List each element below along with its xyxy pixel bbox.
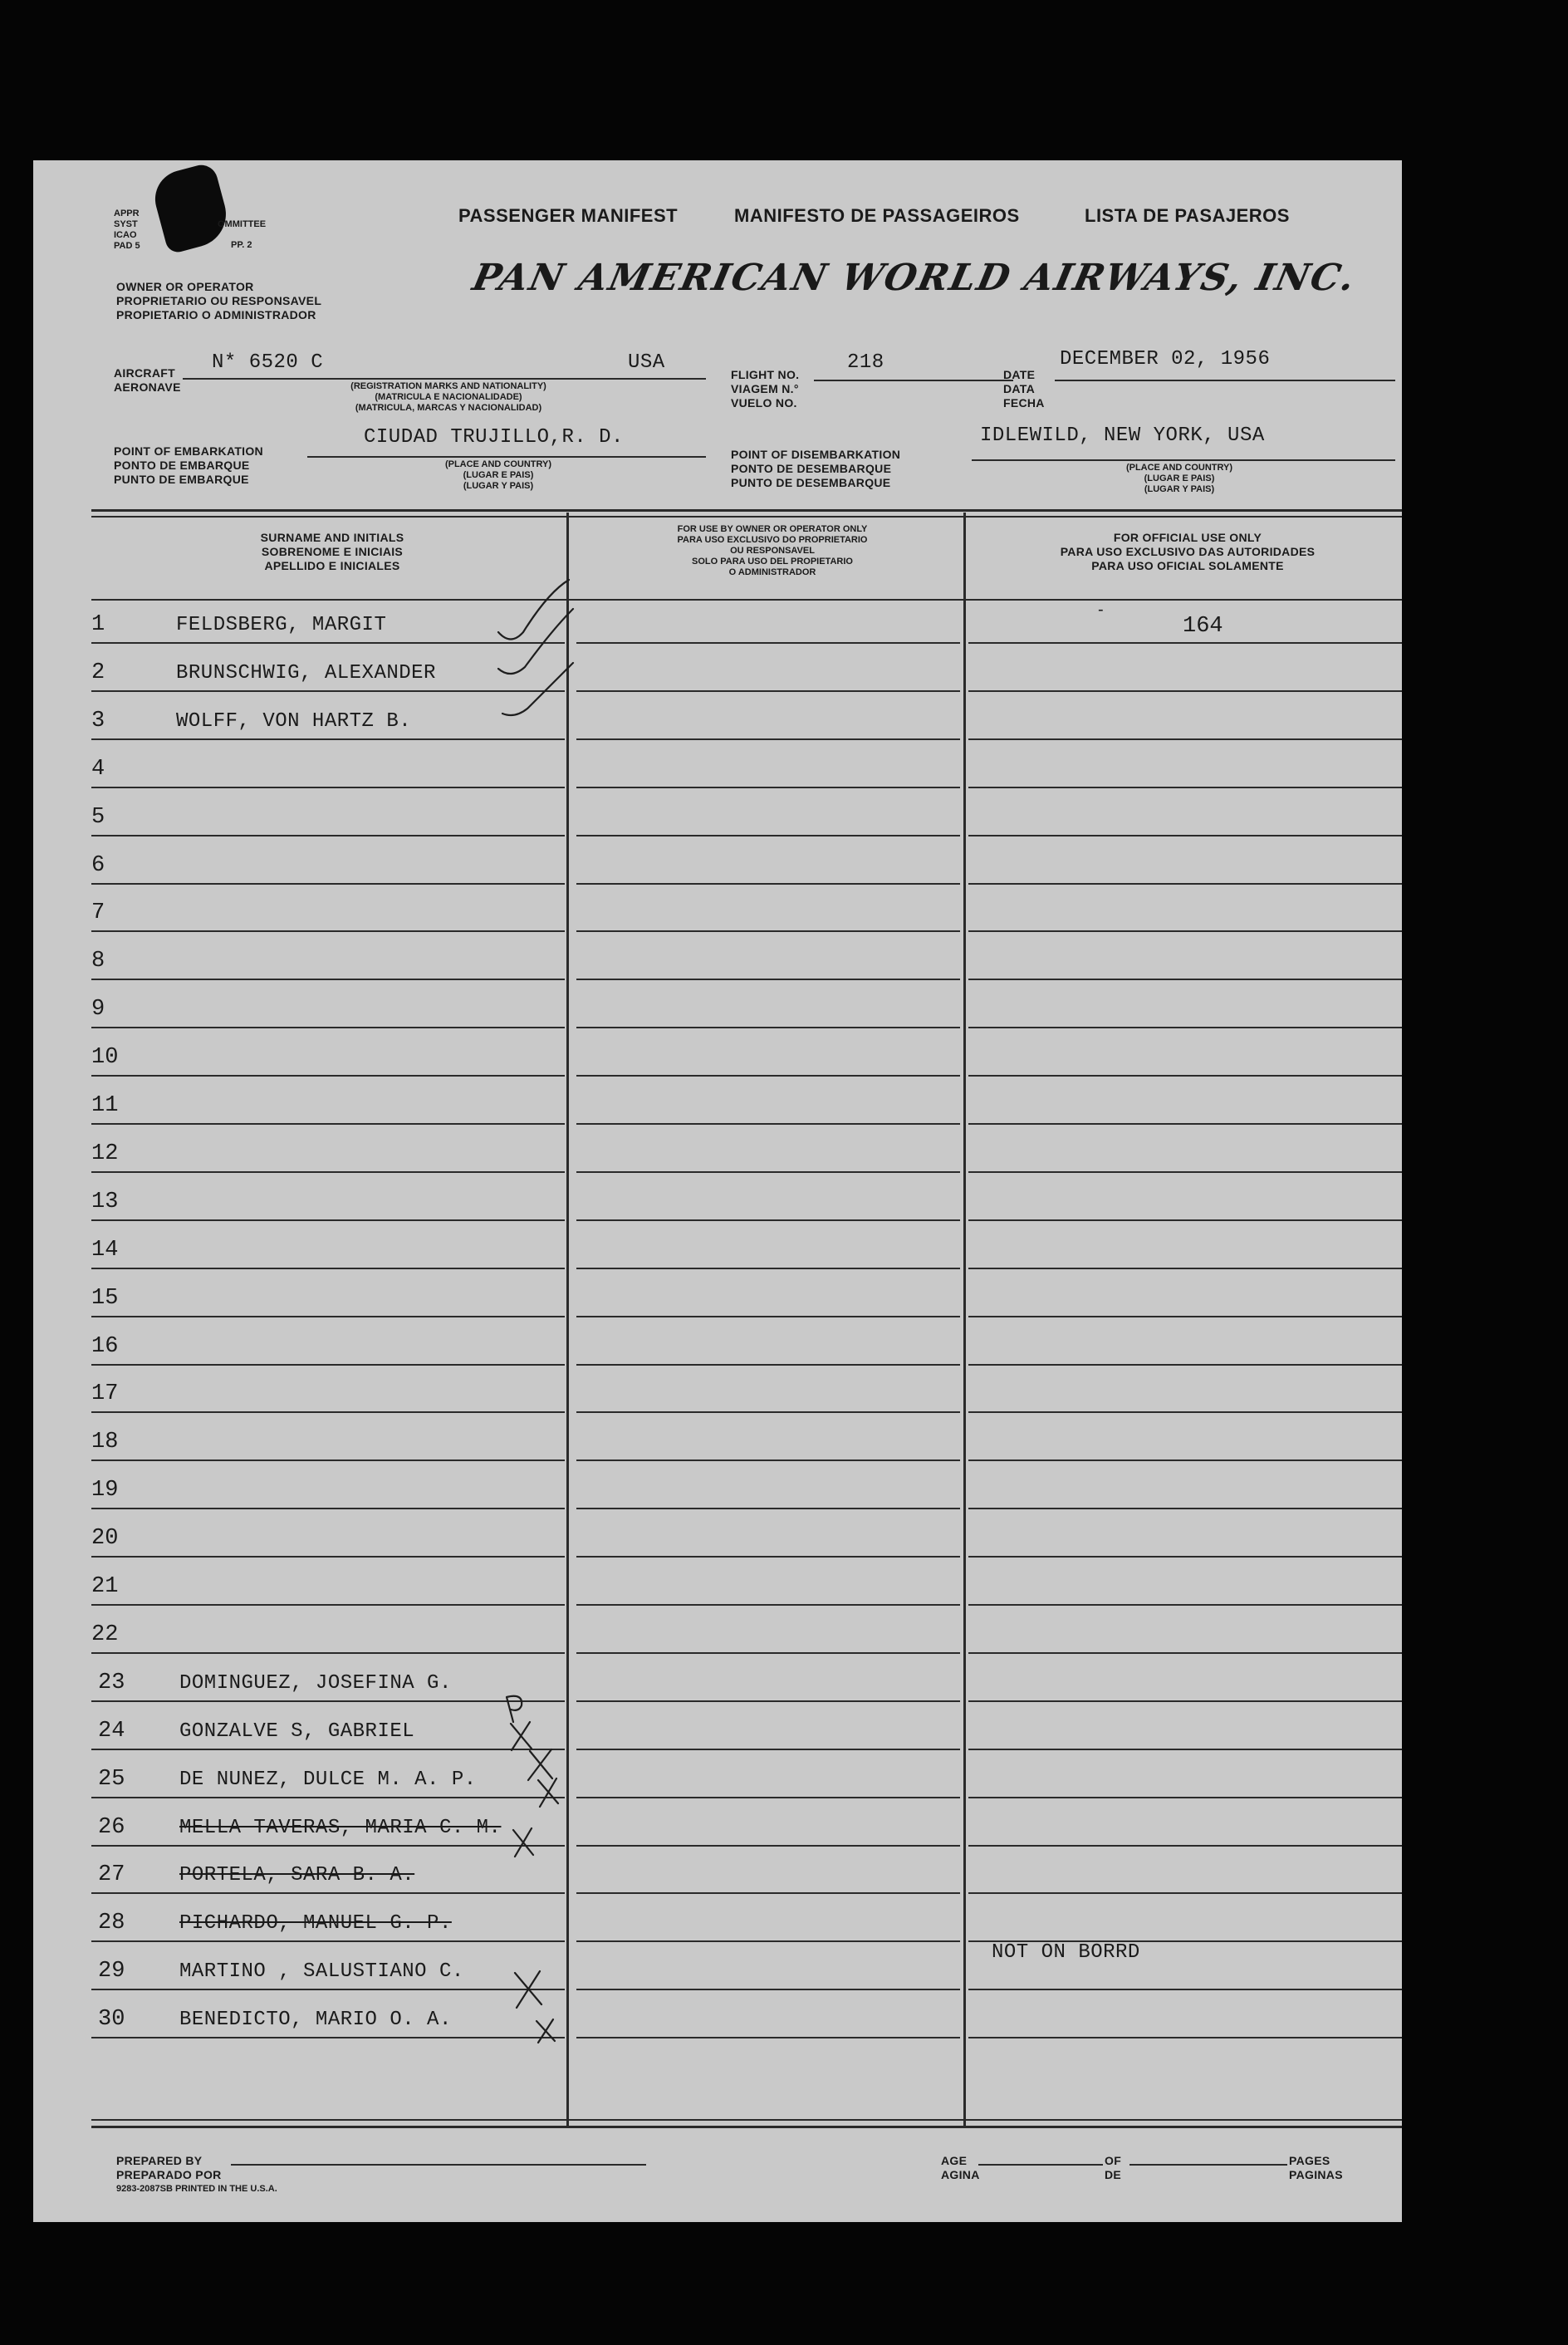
official-note: NOT ON BORRD xyxy=(992,1941,1140,1964)
page-label: AGE AGINA xyxy=(941,2154,980,2181)
hand-marks xyxy=(33,160,1402,2222)
row-number: 22 xyxy=(91,1621,119,1647)
disembarkation-label: POINT OF DISEMBARKATION PONTO DE DESEMBARQUE PUNTO DE DESEMBARQUE xyxy=(731,448,901,489)
manifest-title-pt: MANIFESTO DE PASSAGEIROS xyxy=(734,205,1020,226)
row-number: 17 xyxy=(91,1381,119,1407)
row-number: 20 xyxy=(91,1526,119,1552)
row-number: 11 xyxy=(91,1093,119,1118)
manifest-title-en: PASSENGER MANIFEST xyxy=(458,205,679,226)
embarkation-value: CIUDAD TRUJILLO,R. D. xyxy=(364,426,624,449)
approval-fragment-2: PP. 2 xyxy=(231,240,252,250)
row-number: 24 xyxy=(98,1718,125,1744)
row-number: 13 xyxy=(91,1189,119,1214)
row-number: 15 xyxy=(91,1285,119,1311)
pages-label: PAGES PAGINAS xyxy=(1289,2154,1343,2181)
row-number: 25 xyxy=(98,1766,125,1792)
date-value: DECEMBER 02, 1956 xyxy=(1060,348,1271,370)
tick-mark: - xyxy=(1098,601,1104,619)
row-number: 3 xyxy=(91,708,105,733)
column-header-official: FOR OFFICIAL USE ONLY PARA USO EXCLUSIVO DAS AUTORIDADES PARA USO OFICIAL SOLAMENTE xyxy=(1060,531,1316,572)
of-label: OF DE xyxy=(1105,2154,1122,2181)
passenger-name: MARTINO , SALUSTIANO C. xyxy=(179,1960,464,1984)
registration-caption: (REGISTRATION MARKS AND NATIONALITY) (MATRICULA E NACIONALIDADE) (MATRICULA, MARCAS Y NACIONALIDAD) xyxy=(350,381,546,413)
row-number: 23 xyxy=(98,1670,125,1695)
official-number: 164 xyxy=(1183,614,1223,639)
manifest-sheet xyxy=(33,160,1402,2222)
row-number: 6 xyxy=(91,852,105,878)
aircraft-number: N* 6520 C xyxy=(212,351,324,374)
passenger-name: BENEDICTO, MARIO O. A. xyxy=(179,2009,452,2032)
check-mark-3 xyxy=(502,663,573,715)
date-label: DATE DATA FECHA xyxy=(1003,368,1045,410)
x-mark-25 xyxy=(528,1749,552,1780)
disembarkation-caption: (PLACE AND COUNTRY) (LUGAR E PAIS) (LUGAR Y PAIS) xyxy=(1125,463,1233,494)
row-number: 27 xyxy=(98,1862,125,1888)
row-number: 5 xyxy=(91,804,105,830)
flight-label: FLIGHT NO. VIAGEM N.° VUELO NO. xyxy=(731,368,800,410)
aircraft-nationality: USA xyxy=(628,351,665,374)
prepared-by-label: PREPARED BY PREPARADO POR xyxy=(116,2154,222,2181)
row-number: 21 xyxy=(91,1574,119,1599)
row-number: 26 xyxy=(98,1814,125,1840)
passenger-name: WOLFF, VON HARTZ B. xyxy=(176,709,412,733)
row-number: 2 xyxy=(91,660,105,685)
printed-note: 9283-2087SB PRINTED IN THE U.S.A. xyxy=(116,2184,277,2194)
row-number: 14 xyxy=(91,1237,119,1263)
x-mark-24 xyxy=(511,1722,532,1750)
airline-name: PAN AMERICAN WORLD AIRWAYS, INC. xyxy=(468,257,1360,299)
approval-fragment-1: OMMITTEE xyxy=(218,219,267,229)
embarkation-caption: (PLACE AND COUNTRY) (LUGAR E PAIS) (LUGAR Y PAIS) xyxy=(444,459,552,491)
row-number: 16 xyxy=(91,1333,119,1359)
approval-block: APPR SYST ICAO PAD 5 xyxy=(114,208,140,251)
row-number: 7 xyxy=(91,900,105,926)
embarkation-label: POINT OF EMBARKATION PONTO DE EMBARQUE PUNTO DE EMBARQUE xyxy=(114,444,263,486)
column-header-owner: FOR USE BY OWNER OR OPERATOR ONLY PARA USO EXCLUSIVO DO PROPRIETARIO OU RESPONSAVEL SOLO PARA USO DEL PROPIETARIO O ADMINISTRADOR xyxy=(677,524,868,577)
check-mark-1 xyxy=(498,580,569,640)
passenger-name: PORTELA, SARA B. A. xyxy=(179,1864,415,1887)
passenger-name: GONZALVE S, GABRIEL xyxy=(179,1720,415,1743)
manifest-title-es: LISTA DE PASAJEROS xyxy=(1085,205,1290,226)
check-mark-2 xyxy=(498,609,573,674)
row-number: 9 xyxy=(91,997,105,1023)
row-number: 8 xyxy=(91,949,105,974)
x-mark-27 xyxy=(513,1828,533,1857)
row-number: 18 xyxy=(91,1430,119,1455)
row-number: 4 xyxy=(91,756,105,782)
x-mark-26 xyxy=(538,1778,558,1807)
passenger-name: DOMINGUEZ, JOSEFINA G. xyxy=(179,1671,452,1695)
row-number: 1 xyxy=(91,612,105,637)
passenger-name: FELDSBERG, MARGIT xyxy=(176,614,387,636)
row-number: 30 xyxy=(98,2007,125,2033)
x-mark-29 xyxy=(515,1971,541,2008)
aircraft-label: AIRCRAFT AERONAVE xyxy=(114,366,181,394)
disembarkation-value: IDLEWILD, NEW YORK, USA xyxy=(980,424,1265,447)
passenger-name: PICHARDO, MANUEL G. P. xyxy=(179,1912,452,1935)
passenger-name: BRUNSCHWIG, ALEXANDER xyxy=(176,661,436,684)
row-number: 10 xyxy=(91,1045,119,1071)
owner-label: OWNER OR OPERATOR PROPRIETARIO OU RESPONSAVEL PROPIETARIO O ADMINISTRADOR xyxy=(116,280,322,321)
passenger-name: MELLA TAVERAS, MARIA C. M. xyxy=(179,1816,502,1839)
flight-number: 218 xyxy=(847,351,884,374)
column-header-names: SURNAME AND INITIALS SOBRENOME E INICIAIS APELLIDO E INICIALES xyxy=(260,531,404,572)
p-mark-23 xyxy=(507,1696,522,1722)
row-number: 19 xyxy=(91,1478,119,1504)
x-mark-30 xyxy=(537,2019,555,2043)
row-number: 12 xyxy=(91,1141,119,1166)
row-number: 29 xyxy=(98,1959,125,1984)
row-number: 28 xyxy=(98,1911,125,1936)
passenger-name: DE NUNEZ, DULCE M. A. P. xyxy=(179,1768,477,1791)
